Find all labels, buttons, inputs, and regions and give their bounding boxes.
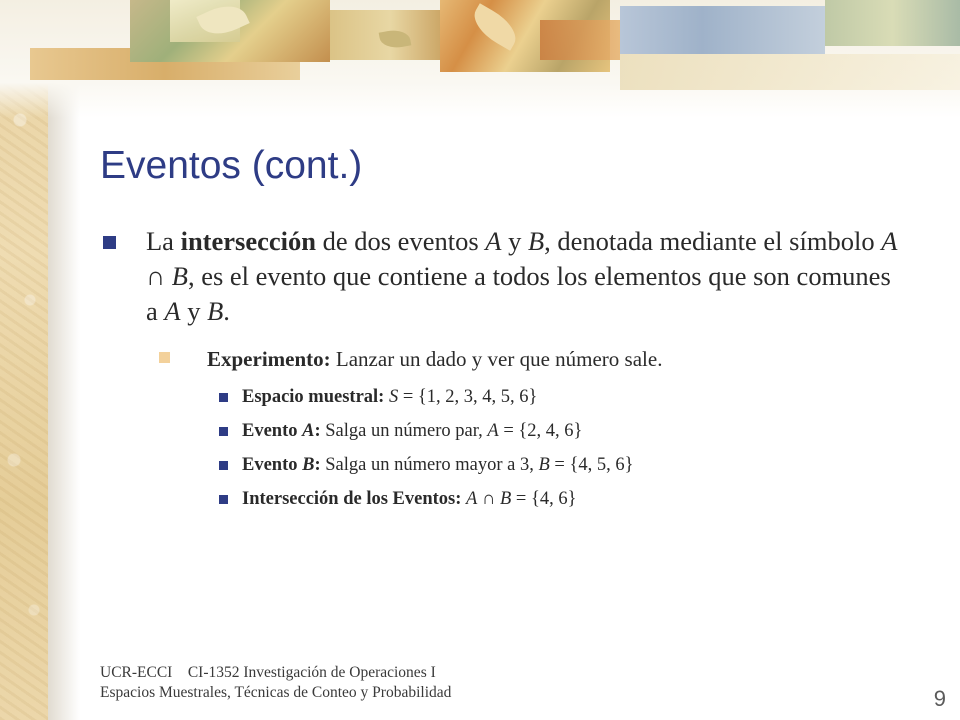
- text: :: [314, 455, 321, 475]
- variable: A: [485, 226, 502, 256]
- variable: A: [487, 421, 499, 441]
- footer-topic: Espacios Muestrales, Técnicas de Conteo y Probabilidad: [100, 684, 452, 701]
- variable: S: [388, 387, 399, 407]
- text: La: [146, 226, 181, 256]
- variable: A: [466, 489, 478, 509]
- variable: B: [538, 455, 550, 475]
- text: , denotada mediante el símbolo: [544, 226, 882, 256]
- experiment-text: Lanzar un dado y ver que número sale.: [330, 347, 663, 371]
- variable: A: [164, 296, 181, 326]
- banner-tile: [620, 6, 825, 54]
- set-value: = {2, 4, 6}: [498, 421, 583, 441]
- variable: B: [207, 296, 224, 326]
- set-value: = {4, 6}: [511, 489, 577, 509]
- intersection-symbol: ∩: [481, 489, 496, 509]
- detail-bullet-square-icon: [219, 393, 228, 402]
- set-value: = {4, 5, 6}: [549, 455, 634, 475]
- footer-line-1: [100, 663, 451, 683]
- intersection-definition: [146, 224, 898, 329]
- detail-label: [242, 421, 321, 441]
- slide-title: Eventos (cont.): [100, 144, 363, 187]
- intersection-symbol: ∩: [146, 261, 166, 291]
- banner-tile: [825, 0, 960, 46]
- text: y: [501, 226, 528, 256]
- footer-org: UCR-ECCI: [100, 664, 173, 681]
- variable: B: [499, 489, 512, 509]
- detail-bullet-square-icon: [219, 495, 228, 504]
- sample-space-line: [242, 384, 922, 410]
- variable: B: [171, 261, 188, 291]
- text: :: [314, 421, 321, 441]
- sub-bullet-square-icon: [159, 352, 170, 363]
- intersection-events-line: [242, 486, 922, 512]
- event-b-line: [242, 452, 922, 478]
- variable: B: [527, 226, 545, 256]
- detail-label: [242, 455, 321, 475]
- text: .: [223, 296, 230, 326]
- keyword-intersection: intersección: [180, 226, 316, 256]
- text: Salga un número par,: [320, 421, 488, 441]
- top-decorative-banner: [0, 0, 960, 118]
- set-value: = {1, 2, 3, 4, 5, 6}: [398, 387, 538, 407]
- text: Evento: [242, 421, 303, 441]
- banner-tile: [620, 54, 960, 90]
- text: de dos eventos: [315, 226, 486, 256]
- slide-footer: [100, 663, 451, 703]
- experiment-label: Experimento:: [207, 347, 331, 371]
- variable: A: [881, 226, 898, 256]
- variable: B: [302, 455, 315, 475]
- text: Salga un número mayor a 3,: [320, 455, 539, 475]
- event-a-line: [242, 418, 922, 444]
- variable: A: [302, 421, 315, 441]
- experiment-line: [207, 344, 907, 374]
- text: y: [180, 296, 208, 326]
- footer-course: CI-1352 Investigación de Operaciones I: [187, 664, 436, 681]
- detail-label: Intersección de los Eventos:: [242, 489, 462, 509]
- detail-bullet-square-icon: [219, 461, 228, 470]
- text: , es el evento que contiene a todos los elementos que son comunes a: [146, 261, 891, 326]
- detail-label: Espacio muestral:: [242, 387, 385, 407]
- page-number: 9: [933, 686, 946, 711]
- text: Evento: [242, 455, 303, 475]
- detail-bullet-square-icon: [219, 427, 228, 436]
- banner-tile: [540, 20, 620, 60]
- bullet-square-icon: [103, 236, 116, 249]
